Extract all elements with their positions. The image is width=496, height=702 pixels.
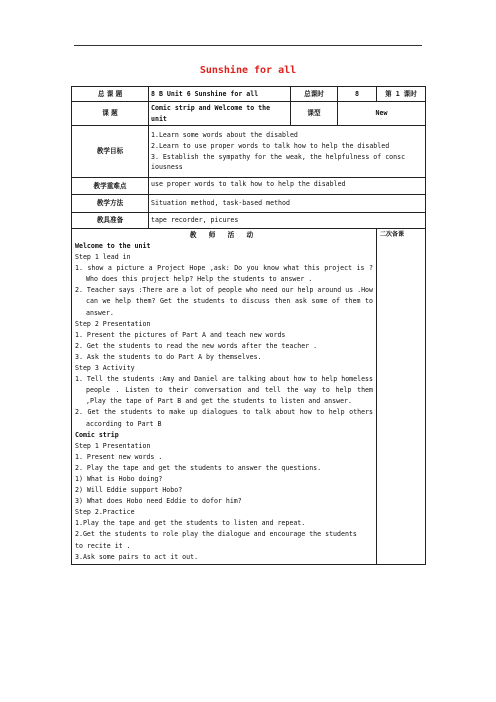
- goal-item: iousness: [151, 163, 183, 172]
- activity-cell: [72, 229, 377, 565]
- second-prep-cell: [377, 229, 426, 565]
- activity-line: 2. Play the tape and get the students to answer the questions.: [75, 463, 322, 472]
- activity-line: 2) Will Eddie support Hobo?: [75, 486, 183, 495]
- activity-line: 1. Present the pictures of Part A and teach new words: [75, 330, 286, 339]
- activity-line: 3.Ask some pairs to act it out.: [75, 552, 199, 561]
- activity-line: 1. show a picture a Project Hope ,ask: Do you know what this project is ?Who does this project help? Help the students to answer .: [75, 264, 373, 284]
- section-heading: Comic strip: [75, 430, 119, 439]
- goals-list: [149, 126, 426, 178]
- method-value: Situation method, task-based method: [149, 195, 426, 213]
- activity-line: 1) What is Hobo doing?: [75, 474, 163, 483]
- lesson-number: 第 1 课时: [377, 87, 426, 102]
- header-rule: [74, 45, 422, 46]
- activity-line: 2. Get the students to make up dialogues to talk about how to help others according to Part B: [75, 408, 373, 428]
- lesson-label: 课 题: [72, 102, 149, 126]
- activity-line: 2. Teacher says :There are a lot of people who need our help around us .How can we help them? Get the students to discuss then ask some of them to answer.: [75, 286, 373, 317]
- tools-value: tape recorder, picures: [149, 213, 426, 229]
- goal-item: 2.Learn to use proper words to talk how to help the disabled: [151, 141, 390, 150]
- activity-line: Step 2 Presentation: [75, 319, 151, 328]
- goals-label: 教学目标: [72, 126, 149, 178]
- type-label: 课型: [291, 102, 338, 126]
- goal-item: 1.Learn some words about the disabled: [151, 130, 298, 139]
- activity-line: to recite it .: [75, 541, 131, 550]
- activity-line: 1.Play the tape and get the students to listen and repeat.: [75, 519, 306, 528]
- method-label: 教学方法: [72, 195, 149, 213]
- topic-label: 总 课 题: [72, 87, 149, 102]
- activity-line: 2.Get the students to role play the dialogue and encourage the students: [75, 530, 357, 539]
- lesson-plan-table: [71, 86, 426, 565]
- tools-label: 教具准备: [72, 213, 149, 229]
- activity-line: 3. Ask the students to do Part A by themselves.: [75, 352, 262, 361]
- activity-list: [75, 241, 373, 563]
- activity-line: 1. Tell the students :Amy and Daniel are talking about how to help homeless people . Listen to their conversation and tell the way to help them ,Play the tape of Part B and get the students to listen and answer.: [75, 375, 373, 406]
- activity-line: 2. Get the students to read the new words after the teacher .: [75, 341, 318, 350]
- section-heading: Welcome to the unit: [75, 242, 151, 250]
- second-prep-label: 二次备课: [380, 231, 405, 238]
- activity-line: Step 2.Practice: [75, 508, 135, 517]
- activity-line: Step 1 Presentation: [75, 441, 151, 450]
- activity-line: 1. Present new words .: [75, 452, 163, 461]
- lesson-value: Comic strip and Welcome to the unit: [149, 102, 291, 126]
- goal-item: 3. Establish the sympathy for the weak, the helpfulness of consc: [151, 152, 406, 161]
- page-title: Sunshine for all: [199, 65, 297, 76]
- activity-line: Step 3 Activity: [75, 364, 135, 373]
- activity-header: 教 师 活 动: [189, 231, 259, 239]
- activity-line: 3) What does Hobo need Eddie to dofor him?: [75, 497, 242, 506]
- topic-value: 8 B Unit 6 Sunshine for all: [149, 87, 291, 102]
- key-points-label: 教学重难点: [72, 178, 149, 195]
- total-label: 总课时: [291, 87, 338, 102]
- total-value: 8: [338, 87, 377, 102]
- key-points-value: use proper words to talk how to help the disabled: [149, 178, 426, 195]
- type-value: New: [338, 102, 426, 126]
- activity-line: Step 1 lead in: [75, 253, 131, 262]
